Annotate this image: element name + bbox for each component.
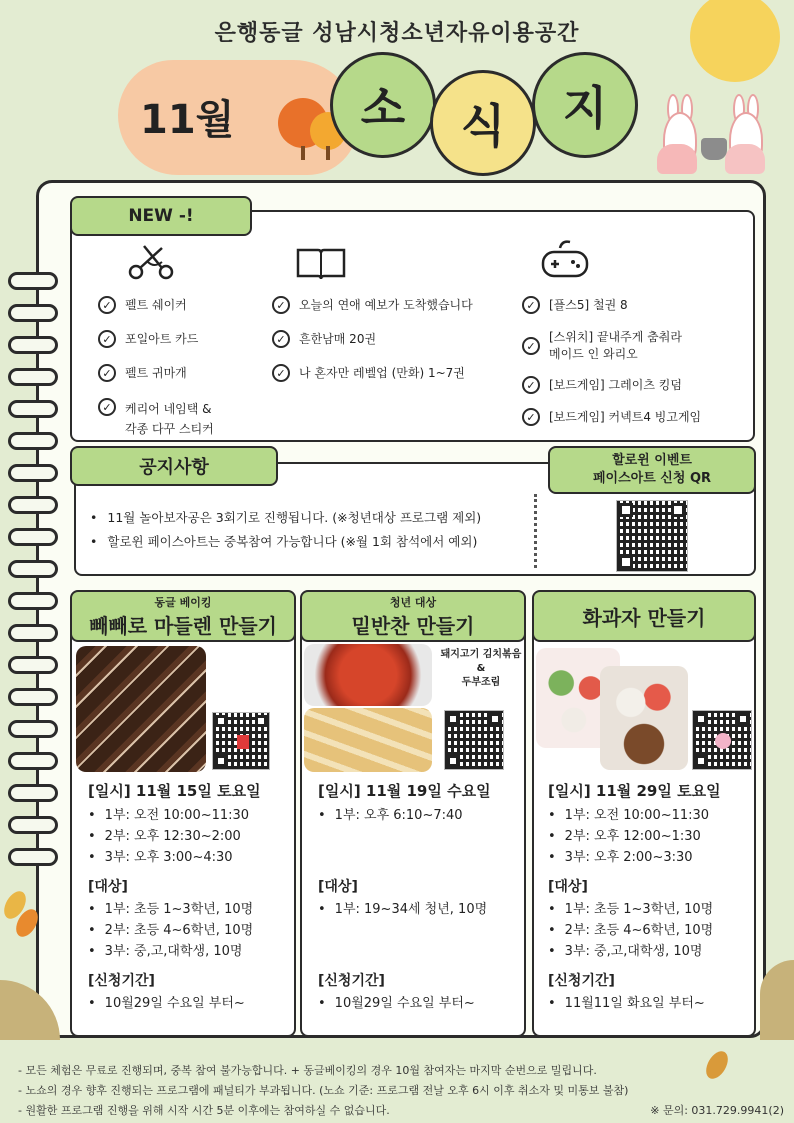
program-1-details (88, 780, 293, 1014)
spiral-ring (8, 624, 58, 642)
tree-trunk (326, 146, 330, 160)
list-item: ✓ [플스5] 철권 8 (522, 297, 742, 314)
spiral-ring (8, 528, 58, 546)
list-item: ✓ 오늘의 연애 예보가 도착했습니다 (272, 297, 512, 314)
new-list-games (522, 297, 742, 426)
spiral-ring (8, 848, 58, 866)
check-icon: ✓ (522, 337, 540, 355)
title-char-2: 식 (430, 70, 536, 176)
spiral-ring (8, 560, 58, 578)
target-item: • 1부: 초등 1~3학년, 10명 (548, 899, 753, 920)
spiral-ring (8, 432, 58, 450)
check-icon: ✓ (98, 398, 116, 416)
title-char-3: 지 (532, 52, 638, 158)
session-item: • 2부: 오후 12:30~2:00 (88, 826, 293, 847)
program-3-title: 화과자 만들기 (582, 605, 706, 630)
period-value: • 11월11일 화요일 부터~ (548, 993, 753, 1014)
spiral-ring (8, 656, 58, 674)
session-item: • 1부: 오후 6:10~7:40 (318, 805, 523, 826)
check-icon: ✓ (272, 364, 290, 382)
program-3-date: [일시] 11월 29일 토요일 (548, 782, 721, 800)
program-1-subtitle: 동글 베이킹 (154, 595, 212, 609)
footer-note: - 모든 체험은 무료로 진행되며, 중복 참여 불가능합니다. + 동글베이킹의 경우 10월 참여자는 마지막 순번으로 밀립니다. (18, 1064, 597, 1077)
divider (534, 494, 541, 568)
spiral-ring (8, 336, 58, 354)
session-item: • 3부: 오후 2:00~3:30 (548, 847, 753, 868)
program-2-header (300, 590, 526, 642)
check-icon: ✓ (272, 296, 290, 314)
rabbits-illustration (655, 94, 775, 174)
check-icon: ✓ (522, 376, 540, 394)
list-item: ✓ [보드게임] 그레이츠 킹덤 (522, 377, 742, 394)
halloween-qr-code[interactable] (616, 500, 688, 572)
period-value: • 10월29일 수요일 부터~ (318, 993, 523, 1014)
program-3-details (548, 780, 753, 1014)
list-item: ✓ 펠트 귀마개 (98, 365, 268, 382)
notice-label: 공지사항 (70, 446, 278, 486)
notice-item: • 11월 놀아보자공은 3회기로 진행됩니다. (※청년대상 프로그램 제외) (90, 506, 530, 530)
program-1-title: 빼빼로 마들렌 만들기 (89, 613, 277, 638)
new-list-crafts (98, 297, 268, 439)
spiral-ring (8, 272, 58, 290)
program-2-title: 밑반찬 만들기 (351, 613, 475, 638)
spiral-ring (8, 304, 58, 322)
target-label: [대상] (88, 879, 128, 895)
list-item: ✓ 흔한남매 20권 (272, 331, 512, 348)
check-icon: ✓ (522, 408, 540, 426)
target-item: • 3부: 중,고,대학생, 10명 (548, 941, 753, 962)
org-title: 은행동글 성남시청소년자유이용공간 (214, 21, 580, 46)
contact-info: ※ 문의: 031.729.9941(2) (650, 1104, 784, 1117)
check-icon: ✓ (98, 364, 116, 382)
autumn-leaves-decoration (0, 880, 40, 940)
target-label: [대상] (548, 879, 588, 895)
period-label: [신청기간] (548, 973, 615, 989)
spiral-ring (8, 400, 58, 418)
spiral-ring (8, 784, 58, 802)
target-item: • 2부: 초등 4~6학년, 10명 (548, 920, 753, 941)
notice-item: • 할로윈 페이스아트는 중복참여 가능합니다 (※월 1회 참석에서 예외) (90, 530, 530, 554)
program-1-header (70, 590, 296, 642)
target-label: [대상] (318, 879, 358, 895)
period-label: [신청기간] (88, 973, 155, 989)
leaf-icon (702, 1048, 733, 1083)
spiral-ring (8, 816, 58, 834)
wagashi-photo-2 (600, 666, 688, 770)
period-label: [신청기간] (318, 973, 385, 989)
notice-list (90, 506, 530, 554)
spiral-ring (8, 720, 58, 738)
footer-note: - 원활한 프로그램 진행을 위해 시작 시간 5분 이후에는 참여하실 수 없습니다. (18, 1104, 390, 1117)
target-item: • 3부: 중,고,대학생, 10명 (88, 941, 293, 962)
kimchi-pork-photo (304, 644, 432, 706)
program-2-details (318, 780, 523, 1014)
tree-trunk (301, 146, 305, 160)
halloween-qr-label (548, 446, 756, 494)
book-icon (294, 244, 348, 284)
check-icon: ✓ (98, 296, 116, 314)
gamepad-icon (540, 238, 590, 286)
session-item: • 1부: 오전 10:00~11:30 (88, 805, 293, 826)
spiral-ring (8, 496, 58, 514)
spiral-ring (8, 464, 58, 482)
list-item: ✓ 펠트 쉐이커 (98, 297, 268, 314)
program-1-qr-code[interactable] (212, 712, 270, 770)
halloween-label-line1: 할로윈 이벤트 (612, 453, 692, 468)
list-item: ✓ [보드게임] 커넥트4 빙고게임 (522, 409, 742, 426)
new-list-books (272, 297, 512, 382)
scissors-thread-icon (128, 242, 176, 286)
spiral-ring (8, 752, 58, 770)
program-3-header (532, 590, 756, 642)
spiral-ring (8, 592, 58, 610)
program-3-qr-code[interactable] (692, 710, 752, 770)
list-item: ✓ 포일아트 카드 (98, 331, 268, 348)
spiral-ring (8, 688, 58, 706)
target-item: • 1부: 19~34세 청년, 10명 (318, 899, 523, 920)
spiral-ring (8, 368, 58, 386)
check-icon: ✓ (522, 296, 540, 314)
braised-tofu-photo (304, 708, 432, 772)
session-item: • 1부: 오전 10:00~11:30 (548, 805, 753, 826)
check-icon: ✓ (272, 330, 290, 348)
session-item: • 2부: 오후 12:00~1:30 (548, 826, 753, 847)
program-2-qr-code[interactable] (444, 710, 504, 770)
madeleine-photo (76, 646, 206, 772)
session-item: • 3부: 오후 3:00~4:30 (88, 847, 293, 868)
program-2-date: [일시] 11월 19일 수요일 (318, 782, 491, 800)
target-item: • 2부: 초등 4~6학년, 10명 (88, 920, 293, 941)
list-item: ✓ [스위치] 끝내주게 춤춰라 메이드 인 와리오 (522, 329, 742, 363)
period-value: • 10월29일 수요일 부터~ (88, 993, 293, 1014)
month-label: 11월 (140, 97, 235, 143)
program-2-subtitle: 청년 대상 (389, 595, 437, 609)
check-icon: ✓ (98, 330, 116, 348)
title-char-1: 소 (330, 52, 436, 158)
halloween-label-line2: 페이스아트 신청 QR (592, 471, 712, 486)
program-2-photo-caption: 돼지고기 김치볶음 & 두부조림 (440, 649, 522, 688)
program-1-date: [일시] 11월 15일 토요일 (88, 782, 261, 800)
target-item: • 1부: 초등 1~3학년, 10명 (88, 899, 293, 920)
new-label: NEW -! (70, 196, 252, 236)
list-item: ✓ 나 혼자만 레벨업 (만화) 1~7권 (272, 365, 512, 382)
list-item: ✓ 케리어 네임택 & 각종 다꾸 스티커 (98, 399, 268, 439)
footer-note: - 노쇼의 경우 향후 진행되는 프로그램에 패널티가 부과됩니다. (노쇼 기준: 프로그램 전날 오후 6시 이후 취소자 및 미통보 불참) (18, 1084, 629, 1097)
